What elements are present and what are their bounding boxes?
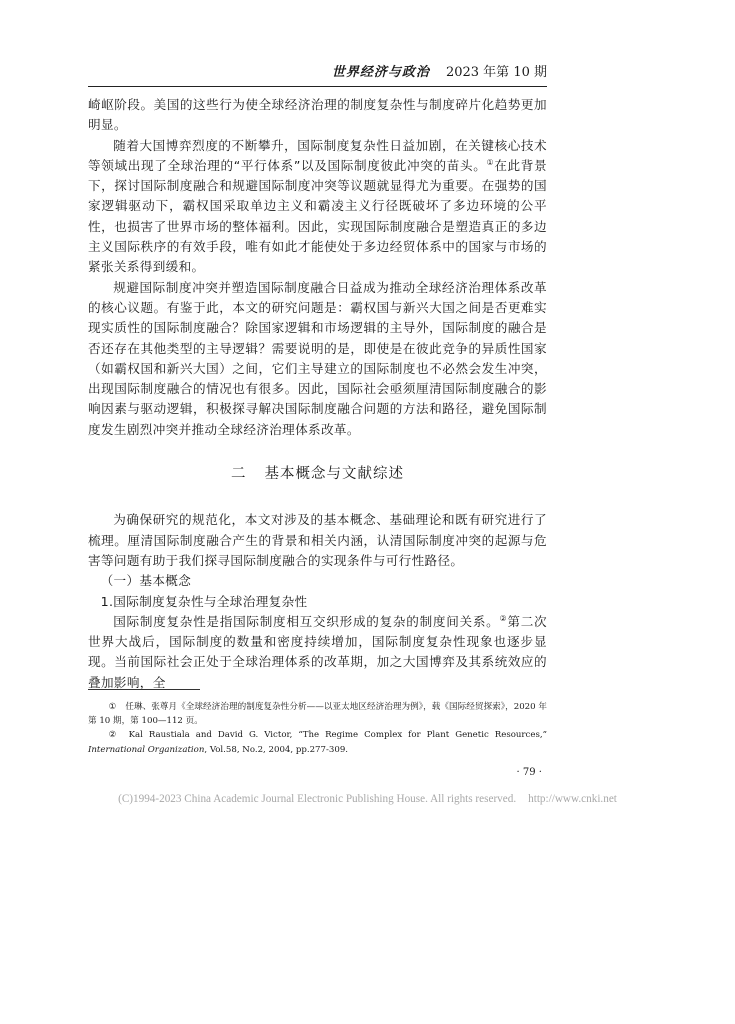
subheading-institutional-complexity: 1.国际制度复杂性与全球治理复杂性 bbox=[100, 593, 308, 609]
cnki-link[interactable]: http://www.cnki.net bbox=[528, 793, 617, 805]
footnote-2 bbox=[88, 728, 547, 756]
paragraph-3: 为确保研究的规范化，本文对涉及的基本概念、基础理论和既有研究进行了梳理。厘清国际制度融合产生的背景和相关内涵，认清国际制度冲突的起源与危害等问题有助于我们探寻国际制度融合的实现条件与可行性路径。 bbox=[88, 512, 547, 568]
issue-label: 2023 年第 10 期 bbox=[445, 65, 547, 80]
footnote-2-journal: International Organization bbox=[88, 744, 205, 755]
footnote-ref-2[interactable]: ② bbox=[499, 613, 508, 623]
footnote-1-mark: ① bbox=[108, 702, 117, 712]
footnote-rule bbox=[88, 689, 200, 690]
section-title: 基本概念与文献综述 bbox=[264, 466, 404, 483]
paragraph-2: 规避国际制度冲突并塑造国际制度融合日益成为推动全球经济治理体系改革的核心议题。有鉴于此，本文的研究问题是：霸权国与新兴大国之间是否更难实现实质性的国际制度融合？除国家逻辑和市场逻辑的主导外，国际制度的融合是否还存在其他类型的主导逻辑？需要说明的是，即使是在彼此竞争的异质性国家（如霸权国和新兴大国）之间，它们主导建立的国际制度也不必然会发生冲突，出现国际制度融合的情况也有很多。因此，国际社会亟须厘清国际制度融合的影响因素与驱动逻辑，积极探寻解决国际制度融合问题的方法和路径，避免国际制度发生剧烈冲突并推动全球经济治理体系改革。 bbox=[88, 279, 547, 437]
section-number: 二 bbox=[231, 466, 247, 483]
footnote-2-citation: , Vol.58, No.2, 2004, pp.277-309. bbox=[204, 744, 349, 755]
footnote-ref-1[interactable]: ① bbox=[486, 157, 495, 167]
copyright-line bbox=[0, 793, 735, 805]
footnote-1-text: 任琳、张尊月《全球经济治理的制度复杂性分析——以亚太地区经济治理为例》，载《国际经贸探索》，2020 年第 10 期，第 100—112 页。 bbox=[88, 702, 547, 727]
paragraph-4-part-a: 国际制度复杂性是指国际制度相互交织形成的复杂的制度间关系。 bbox=[113, 613, 500, 629]
page-number: · 79 · bbox=[516, 767, 542, 778]
footnote-2-mark: ② bbox=[108, 730, 120, 741]
paragraph-continued: 崎岖阶段。美国的这些行为使全球经济治理的制度复杂性与制度碎片化趋势更加明显。 bbox=[88, 97, 547, 133]
subheading-basic-concepts: （一）基本概念 bbox=[100, 573, 192, 589]
paragraph-1 bbox=[88, 136, 547, 278]
running-header bbox=[88, 62, 547, 84]
paragraph-1-part-a: 随着大国博弈烈度的不断攀升，国际制度复杂性日益加剧，在关键核心技术等领域出现了全球治理的“平行体系”以及国际制度彼此冲突的苗头。 bbox=[88, 137, 547, 173]
paragraph-4-part-b: 第二次世界大战后，国际制度的数量和密度持续增加，国际制度复杂性现象也逐步显现。当前国际社会正处于全球治理体系的改革期，加之大国博弈及其系统效应的叠加影响，全 bbox=[88, 613, 547, 690]
footnotes bbox=[88, 700, 547, 757]
footnote-2-text: Kal Raustiala and David G. Victor, “The Regime Complex for Plant Genetic Resources,” bbox=[128, 730, 547, 741]
body-text bbox=[88, 95, 547, 693]
header-rule bbox=[88, 86, 547, 87]
journal-title: 世界经济与政治 bbox=[331, 65, 430, 80]
footnote-1 bbox=[88, 700, 547, 728]
copyright-text: (C)1994-2023 China Academic Journal Electronic Publishing House. All rights reserved. bbox=[118, 793, 517, 805]
paragraph-1-part-b: 在此背景下，探讨国际制度融合和规避国际制度冲突等议题就显得尤为重要。在强势的国家逻辑驱动下，霸权国采取单边主义和霸凌主义行径既破坏了多边环境的公平性，也损害了世界市场的整体福利。因此，实现国际制度融合是塑造真正的多边主义国际秩序的有效手段，唯有如此才能使处于多边经贸体系中的国家与市场的紧张关系得到缓和。 bbox=[88, 157, 547, 275]
section-heading bbox=[88, 464, 547, 484]
paragraph-4 bbox=[88, 612, 547, 693]
